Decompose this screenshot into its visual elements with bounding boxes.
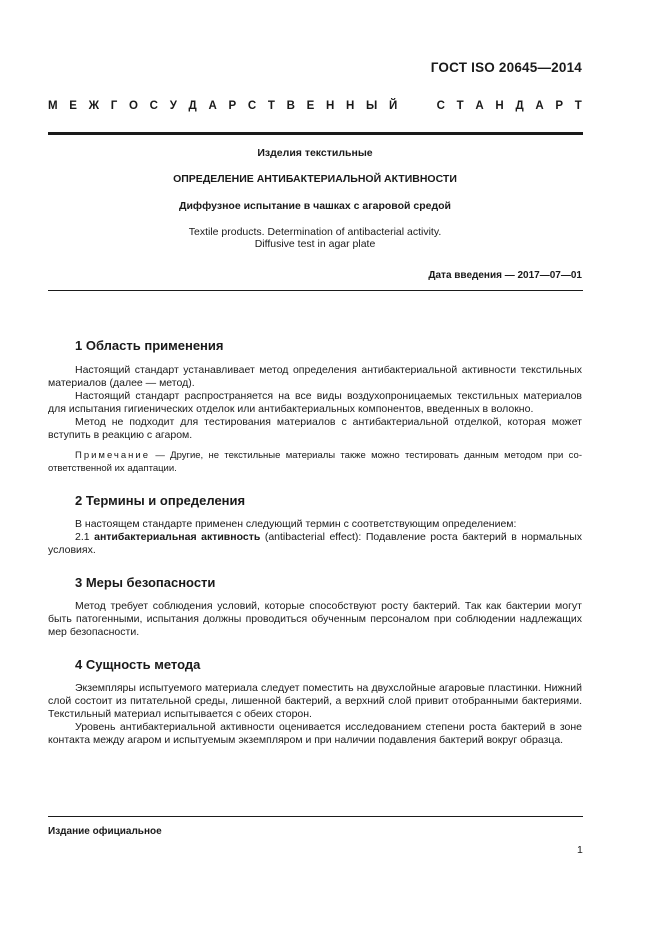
standard-type-letter: Е: [69, 100, 77, 112]
standard-type-letter: Г: [110, 100, 118, 112]
section-3-heading: 3 Меры безопасности: [75, 575, 216, 590]
standard-type-letter: Р: [228, 100, 237, 112]
document-title: ОПРЕДЕЛЕНИЕ АНТИБАКТЕРИАЛЬНОЙ АКТИВНОСТИ: [173, 173, 457, 185]
standard-type-letter: Н: [495, 100, 504, 112]
english-title-line-1: Textile products. Determination of antibacterial activity.: [188, 226, 442, 238]
section-4-paragraph: Уровень антибактериальной активности оценивается исследованием степени роста бактерий в зоне контакта между агаром и испытуемым экземпляром и при наличии подавления бактерий вокруг образца.: [48, 721, 582, 746]
standard-type-letter: Ы: [366, 100, 378, 112]
standard-type-letter: С: [436, 100, 445, 112]
english-title-line-2: Diffusive test in agar plate: [254, 238, 376, 250]
section-1-note: [48, 449, 582, 475]
standard-type-letter: О: [129, 100, 138, 112]
section-3-paragraph: Метод требует соблюдения условий, которые способствуют росту бактерий. Так как бактерии могут быть патогенными, испытания должны проводиться обученным персоналом при соблюдении надлежащих мер безопасности.: [48, 600, 582, 638]
section-4-heading: 4 Сущность метода: [75, 657, 201, 672]
section-1-heading: 1 Область применения: [75, 338, 224, 353]
standard-type-letter: Т: [267, 100, 275, 112]
standard-type-label: [48, 100, 582, 112]
document-body: [48, 337, 582, 747]
term-name: антибактериальная активность: [94, 531, 261, 543]
section-2-paragraph: В настоящем стандарте применен следующий термин с соответствующим определением:: [75, 518, 517, 530]
standard-type-letter: Н: [346, 100, 355, 112]
section-1-paragraph: Настоящий стандарт устанавливает метод определения антибактериальной активности текстильных материалов (далее — метод).: [48, 364, 582, 389]
standard-type-letter: Т: [456, 100, 464, 112]
header-rule: [48, 132, 583, 135]
standard-type-letter: Й: [388, 100, 398, 112]
note-label: Примечание: [75, 450, 150, 461]
standard-type-letter: Д: [188, 100, 197, 112]
edition-label: Издание официальное: [48, 826, 162, 837]
standard-type-letter: А: [208, 100, 217, 112]
standard-type-letter: Ж: [88, 100, 100, 112]
standard-type-letter: С: [247, 100, 257, 112]
standard-type-letter: А: [535, 100, 544, 112]
standard-type-letter: У: [169, 100, 177, 112]
standard-type-letter: Н: [325, 100, 335, 112]
effective-date: Дата введения — 2017—07—01: [428, 270, 582, 281]
standard-type-letter: Е: [306, 100, 315, 112]
section-1-paragraph: Метод не подходит для тестирования материалов с антибактериальной отделкой, которая может вступить в реакцию с агаром.: [48, 416, 582, 441]
document-code: ГОСТ ISO 20645—2014: [430, 60, 582, 75]
term-text: (antibacterial effect): Подавление роста бактерий в нормальных условиях.: [48, 531, 583, 556]
standard-type-letter: А: [475, 100, 484, 112]
product-category: Изделия текстильные: [257, 147, 373, 159]
term-number: 2.1: [75, 531, 95, 543]
standard-type-letter: Р: [555, 100, 564, 112]
note-text: — Другие, не текстильные материалы также можно тестировать данным методом при соответственной их адаптации.: [48, 450, 582, 474]
standard-type-letter: М: [48, 100, 58, 112]
section-1-paragraph: Настоящий стандарт распространяется на все виды воздухопроницаемых текстильных материалов для испытания гигиенических отделок или антибактериальных компонентов, введенных в волокно.: [48, 390, 582, 415]
word-gap: [409, 100, 425, 112]
standard-type-letter: Т: [574, 100, 582, 112]
document-subtitle: Диффузное испытание в чашках с агаровой средой: [178, 200, 452, 212]
page-number: 1: [577, 844, 583, 856]
standard-type-letter: Д: [515, 100, 524, 112]
section-4-paragraph: Экземпляры испытуемого материала следует поместить на двухслойные агаровые пластинки. Нижний слой состоит из питательной среды, лишенной бактерий, а верхний слой привит отобранными бактериями. Текстильный материал испытывается с обеих сторон.: [48, 682, 582, 720]
date-rule: [48, 290, 583, 291]
term-definition: [48, 531, 582, 557]
section-2-heading: 2 Термины и определения: [75, 493, 246, 508]
standard-type-letter: В: [286, 100, 295, 112]
standard-type-letter: С: [149, 100, 158, 112]
footer-rule: [48, 816, 583, 817]
